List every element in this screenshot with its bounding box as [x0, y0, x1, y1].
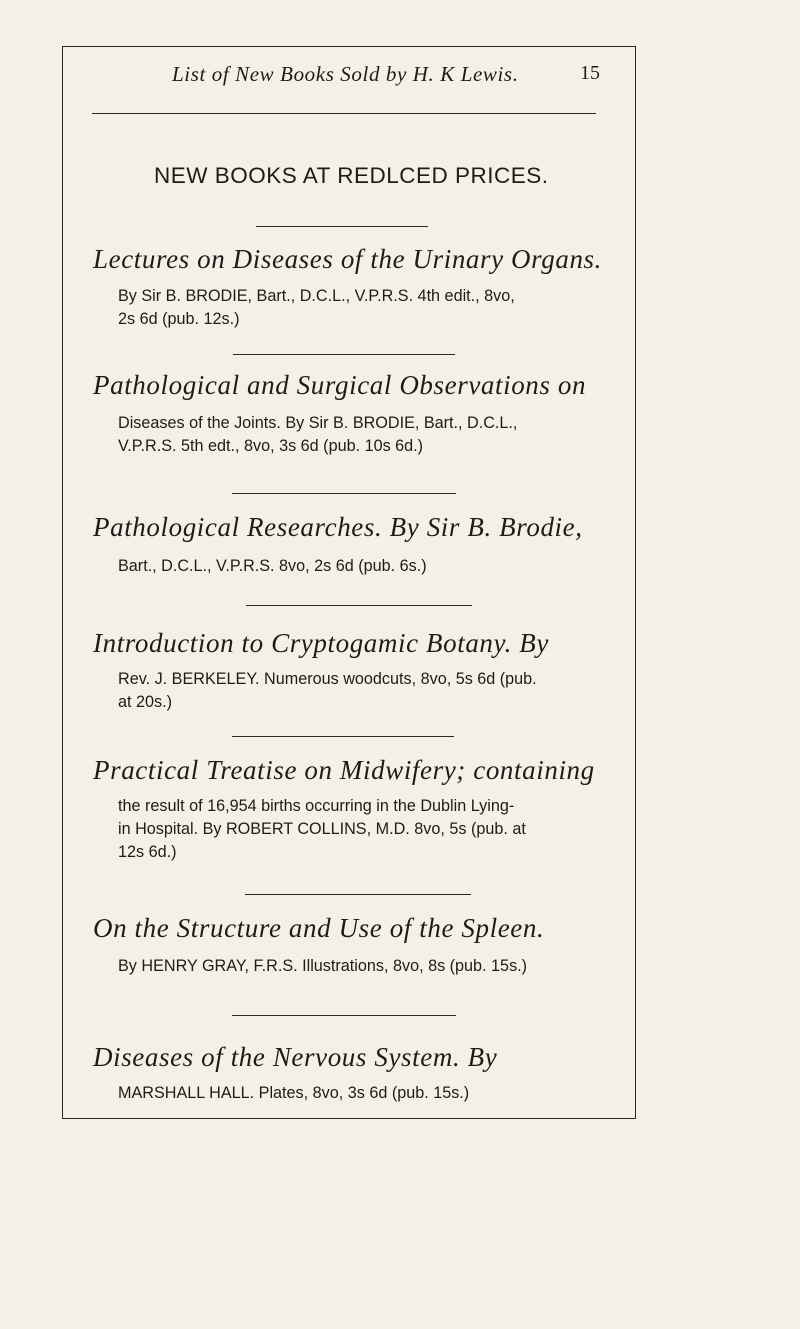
book-description-line: V.P.R.S. 5th edt., 8vo, 3s 6d (pub. 10s 6d.) — [118, 437, 424, 455]
book-title: Pathological and Surgical Observations on — [93, 370, 587, 400]
divider-rule — [233, 354, 455, 355]
divider-rule — [232, 736, 454, 737]
book-description-line: 12s 6d.) — [118, 843, 177, 861]
book-description-line: Diseases of the Joints. By Sir B. BRODIE, Bart., D.C.L., — [118, 414, 518, 432]
book-description-line: By Sir B. BRODIE, Bart., D.C.L., V.P.R.S. 4th edit., 8vo, — [118, 287, 515, 305]
book-description-line: MARSHALL HALL. Plates, 8vo, 3s 6d (pub. 15s.) — [118, 1084, 470, 1102]
book-description-line: in Hospital. By ROBERT COLLINS, M.D. 8vo, 5s (pub. at — [118, 820, 526, 838]
divider-rule — [245, 894, 471, 895]
page-number: 15 — [580, 62, 600, 84]
book-description-line: at 20s.) — [118, 693, 172, 711]
book-description-line: 2s 6d (pub. 12s.) — [118, 310, 240, 328]
book-description-line: Bart., D.C.L., V.P.R.S. 8vo, 2s 6d (pub. 6s.) — [118, 557, 427, 575]
divider-rule — [232, 493, 456, 494]
book-title: On the Structure and Use of the Spleen. — [93, 913, 545, 943]
book-title: Diseases of the Nervous System. By — [93, 1042, 498, 1072]
running-title: List of New Books Sold by H. K Lewis. — [172, 62, 519, 86]
header-rule — [92, 113, 596, 114]
page-header — [172, 62, 600, 98]
book-title: Pathological Researches. By Sir B. Brodie, — [93, 512, 583, 542]
section-heading: NEW BOOKS AT REDLCED PRICES. — [154, 163, 549, 188]
book-title: Practical Treatise on Midwifery; containing — [93, 755, 595, 785]
divider-rule — [246, 605, 472, 606]
divider-rule — [232, 1015, 456, 1016]
book-description-line: the result of 16,954 births occurring in the Dublin Lying- — [118, 797, 515, 815]
book-description-line: Rev. J. BERKELEY. Numerous woodcuts, 8vo, 5s 6d (pub. — [118, 670, 537, 688]
book-description-line: By HENRY GRAY, F.R.S. Illustrations, 8vo, 8s (pub. 15s.) — [118, 957, 528, 975]
book-title: Introduction to Cryptogamic Botany. By — [93, 628, 549, 658]
divider-rule — [256, 226, 428, 227]
book-title: Lectures on Diseases of the Urinary Organs. — [93, 244, 603, 274]
